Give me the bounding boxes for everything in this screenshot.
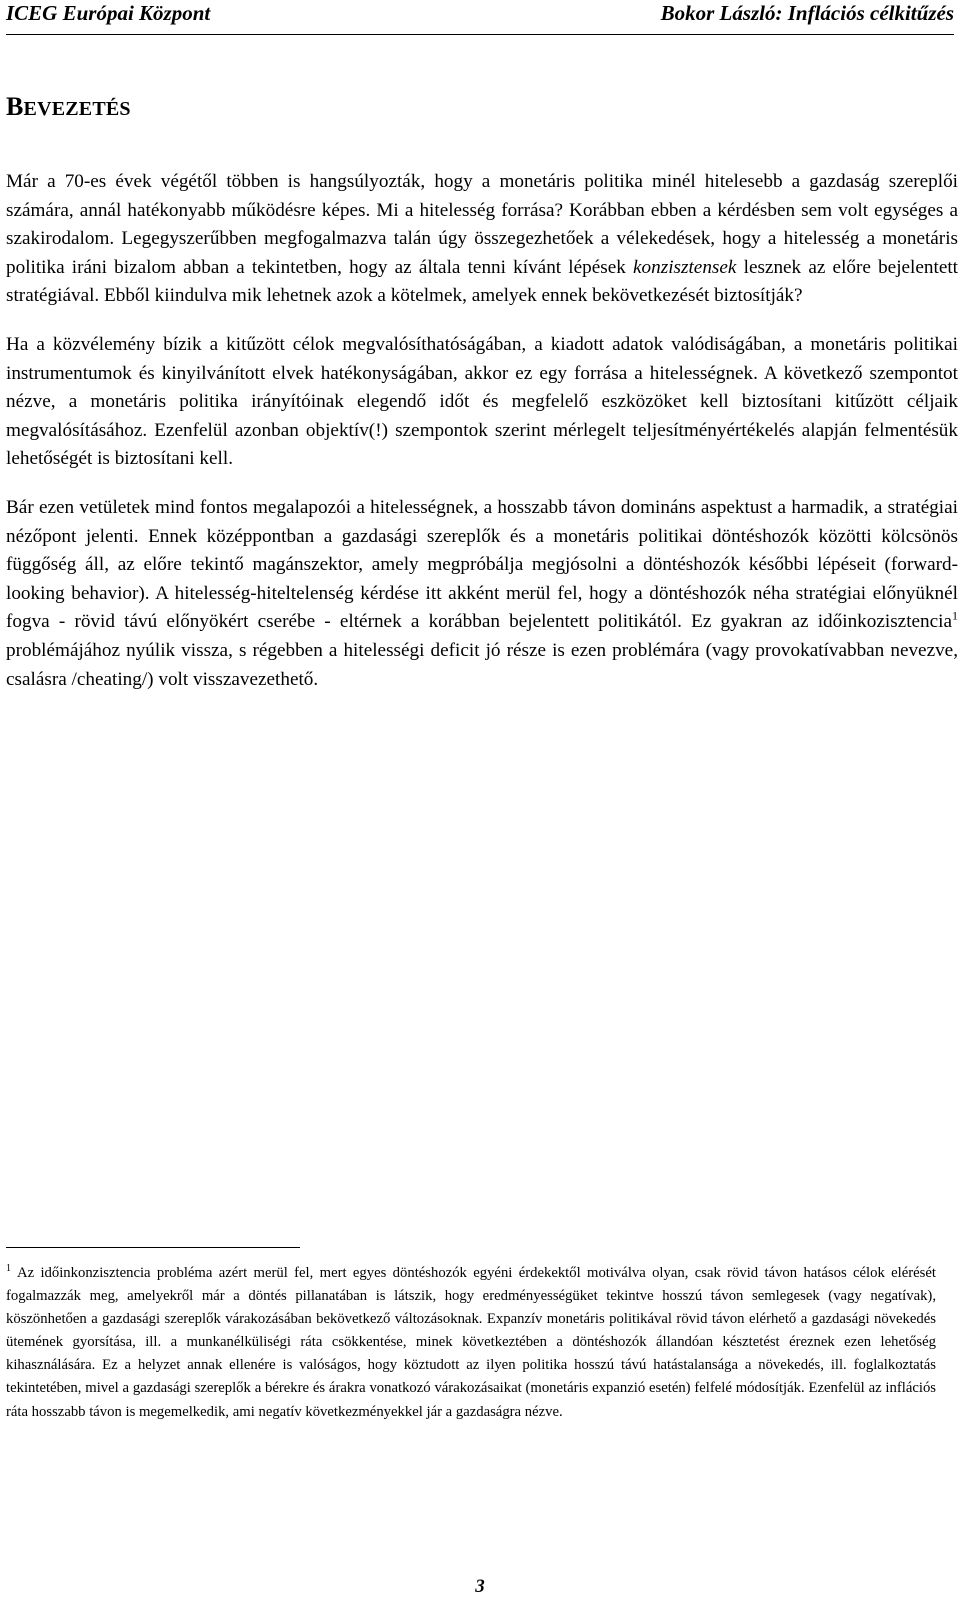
header-right-title: Bokor László: Inflációs célkitűzés xyxy=(660,1,954,25)
paragraph-1-text-a: Már a 70-es évek végétől többen is hangsúlyozták, hogy a monetáris politika minél hitelesebb a gazdaság szereplői számára, annál hatékonyabb működésre képes. Mi a hitelesség forrása? Korábban ebben a kérdésben sem volt egységes a szakirodalom. Legegyszerűbben megfogalmazva talán úgy összegezhetőek a vélekedések, hogy a hitelesség a monetáris politika iráni bizalom abban a tekintetben, hogy az általa tenni kívánt lépések xyxy=(6,171,958,278)
footnote-separator xyxy=(6,1247,300,1248)
paragraph-1 xyxy=(6,168,958,311)
paragraph-2: Ha a közvélemény bízik a kitűzött célok megvalósíthatóságában, a kiadott adatok valódiságában, a monetáris politikai instrumentumok és kinyilvánított elvek hatékonyságában, akkor ez egy forrása a hitelességnek. A következő szempontot nézve, a monetáris politika irányítóinak elegendő időt és megfelelő eszközöket kell biztosítani kitűzött céljaik megvalósításához. Ezenfelül azonban objektív(!) szempontok szerint mérlegelt teljesítményértékelés alapján felmentésük lehetőségét is biztosítani kell. xyxy=(6,333,958,470)
paragraph-3 xyxy=(6,494,958,694)
footnote-reference[interactable]: 1 xyxy=(952,608,958,623)
paragraph-3-text-b: problémájához nyúlik vissza, s régebben a hitelességi deficit jó része is ezen problémára (vagy provokatívabban nevezve, csalásra /cheating/) volt visszavezethető. xyxy=(6,639,958,690)
body-text xyxy=(6,168,958,714)
footnote xyxy=(6,1262,936,1424)
paragraph-1-emphasis: konzisztensek xyxy=(633,256,737,278)
footnote-text: Az időinkonzisztencia probléma azért merül fel, mert egyes döntéshozók egyéni érdekektől motiválva olyan, csak rövid távon hatásos célok elérését fogalmazzák meg, amelyekről már a döntés pillanatában is látszik, hogy eredményességüket tekintve hosszú távon semlegesek (vagy negatívak), köszönhetően a gazdasági szereplők várakozásában bekövetkező változásoknak. Expanzív monetáris politikával rövid távon elérhető a gazdasági növekedés ütemének gyorsítása, ill. a munkanélküliségi ráta csökkentése, minek következtében a döntéshozók állandóan késztetést éreznek ezen lehetőség kihasználására. Ez a helyzet annak ellenére is valóságos, hogy köztudott az ilyen politika hosszú távú hatástalansága a növekedés, ill. foglalkoztatás tekintetében, mivel a gazdasági szereplők a bérekre és árakra vonatkozó várakozásaikat (monetáris expanzió esetén) felfelé módosítják. Ezenfelül az inflációs ráta hosszabb távon is megemelkedik, ami negatív következményekkel jár a gazdaságra nézve. xyxy=(6,1265,936,1420)
section-title-initial: B xyxy=(6,92,24,121)
section-title-rest: EVEZETÉS xyxy=(23,98,131,120)
section-title xyxy=(6,94,131,122)
paragraph-1-text-b: lesznek az előre bejelentett stratégiával. Ebből kiindulva mik lehetnek azok a kötelmek, amelyek ennek bekövetkezését biztosítják? xyxy=(6,256,958,307)
page-header xyxy=(6,0,954,35)
paragraph-3-text-a: Bár ezen vetületek mind fontos megalapozói a hitelességnek, a hosszabb távon domináns aspektust a harmadik, a stratégiai nézőpont jelenti. Ennek középpontban a gazdasági szereplők és a monetáris politikai döntéshozók közötti kölcsönös függőség áll, az előre tekintő magánszektor, amely megpróbálja megjósolni a döntéshozók későbbi lépéseit (forward-looking behavior). A hitelesség-hiteltelenség kérdése itt akként merül fel, hogy a döntéshozók néha stratégiai előnyüknél fogva - rövid távú előnyökért cserébe - eltérnek a korábban bejelentett politikától. Ez gyakran az időinkozisztencia xyxy=(6,496,958,633)
header-left-title: ICEG Európai Központ xyxy=(6,1,211,25)
footnote-marker: 1 xyxy=(6,1263,11,1275)
page-number: 3 xyxy=(475,1576,485,1597)
